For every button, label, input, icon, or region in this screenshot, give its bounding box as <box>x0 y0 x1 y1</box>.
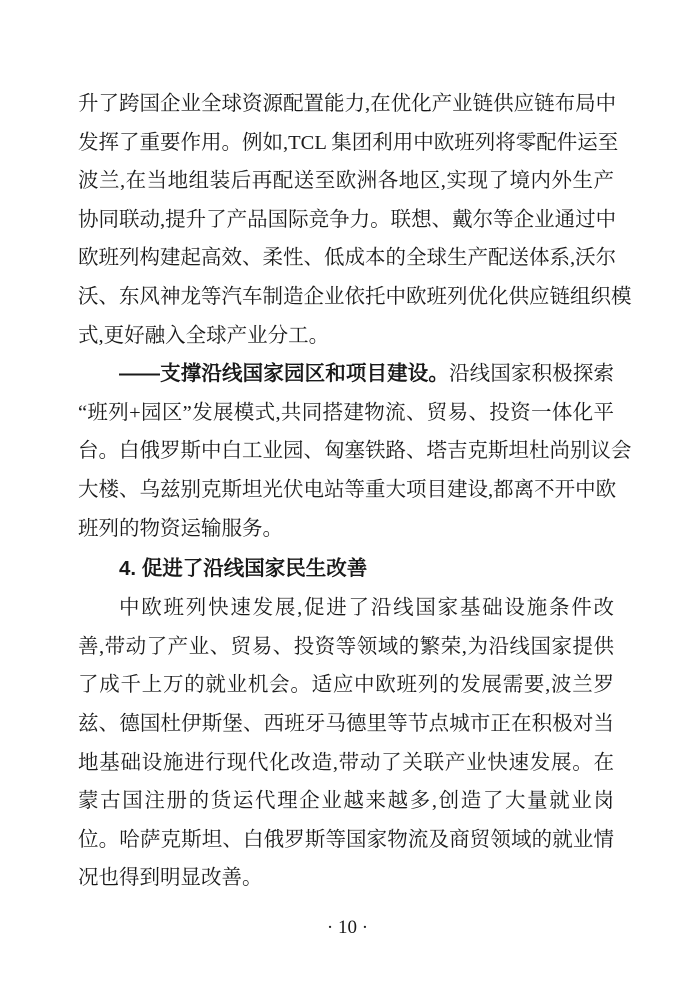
line-text: 位。哈萨克斯坦、白俄罗斯等国家物流及商贸领域的就业情 <box>78 828 614 851</box>
line-text: 升了跨国企业全球资源配置能力,在优化产业链供应链布局中 <box>78 93 617 115</box>
text-line <box>78 666 614 705</box>
paragraph <box>78 355 632 548</box>
line-text: 况也得到明显改善。 <box>78 867 263 890</box>
text-line <box>78 628 614 667</box>
text-line <box>78 589 614 628</box>
line-text: 蒙古国注册的货运代理企业越来越多,创造了大量就业岗 <box>78 790 614 813</box>
text-line <box>78 394 614 433</box>
text-line <box>78 85 617 124</box>
line-text: 波兰,在当地组装后再配送至欧洲各地区,实现了境内外生产 <box>78 170 614 193</box>
line-text: 台。白俄罗斯中白工业园、匈塞铁路、塔吉克斯坦杜尚别议会 <box>78 440 632 463</box>
text-line <box>78 859 614 898</box>
line-text: 式,更好融入全球产业分工。 <box>78 324 330 347</box>
line-text: 中欧班列快速发展,促进了沿线国家基础设施条件改 <box>119 597 614 620</box>
text-line <box>78 782 614 821</box>
line-text: 了成千上万的就业机会。适应中欧班列的发展需要,波兰罗 <box>78 674 614 697</box>
paragraph <box>78 589 614 898</box>
section-heading <box>78 548 614 589</box>
line-text: 欧班列构建起高效、柔性、低成本的全球生产配送体系,沃尔 <box>78 247 617 270</box>
paragraph <box>78 85 632 355</box>
line-text: 班列的物资运输服务。 <box>78 517 283 540</box>
text-line <box>78 162 614 201</box>
text-line <box>78 239 617 278</box>
line-text: 善,带动了产业、贸易、投资等领域的繁荣,为沿线国家提供 <box>78 635 614 658</box>
text-line <box>78 471 617 510</box>
text-line <box>78 201 617 240</box>
text-line <box>78 124 619 163</box>
line-text: 协同联动,提升了产品国际竞争力。联想、戴尔等企业通过中 <box>78 208 617 231</box>
line-text: 兹、德国杜伊斯堡、西班牙马德里等节点城市正在积极对当 <box>78 712 614 735</box>
line-text: “班列+园区”发展模式,共同搭建物流、贸易、投资一体化平 <box>78 401 614 424</box>
line-text: 大楼、乌兹别克斯坦光伏电站等重大项目建设,都离不开中欧 <box>78 478 617 501</box>
text-line <box>78 355 614 394</box>
line-text: 地基础设施进行现代化改造,带动了关联产业快速发展。在 <box>78 751 614 774</box>
line-text: 发挥了重要作用。例如,TCL 集团利用中欧班列将零配件运至 <box>78 131 619 154</box>
text-line <box>78 432 632 471</box>
text-line <box>78 317 614 356</box>
text-line <box>78 278 632 317</box>
text-line <box>78 821 614 860</box>
text-line <box>78 510 614 549</box>
text-line <box>78 744 614 783</box>
text-line <box>78 705 614 744</box>
document-body <box>78 85 632 898</box>
line-text: 沿线国家积极探索 <box>449 363 615 386</box>
bold-lead: ——支撑沿线国家园区和项目建设。 <box>119 362 450 386</box>
page-number: · 10 · <box>326 917 369 938</box>
heading-text: 4. 促进了沿线国家民生改善 <box>119 557 368 581</box>
line-text: 沃、东风神龙等汽车制造企业依托中欧班列优化供应链组织模 <box>78 285 632 308</box>
